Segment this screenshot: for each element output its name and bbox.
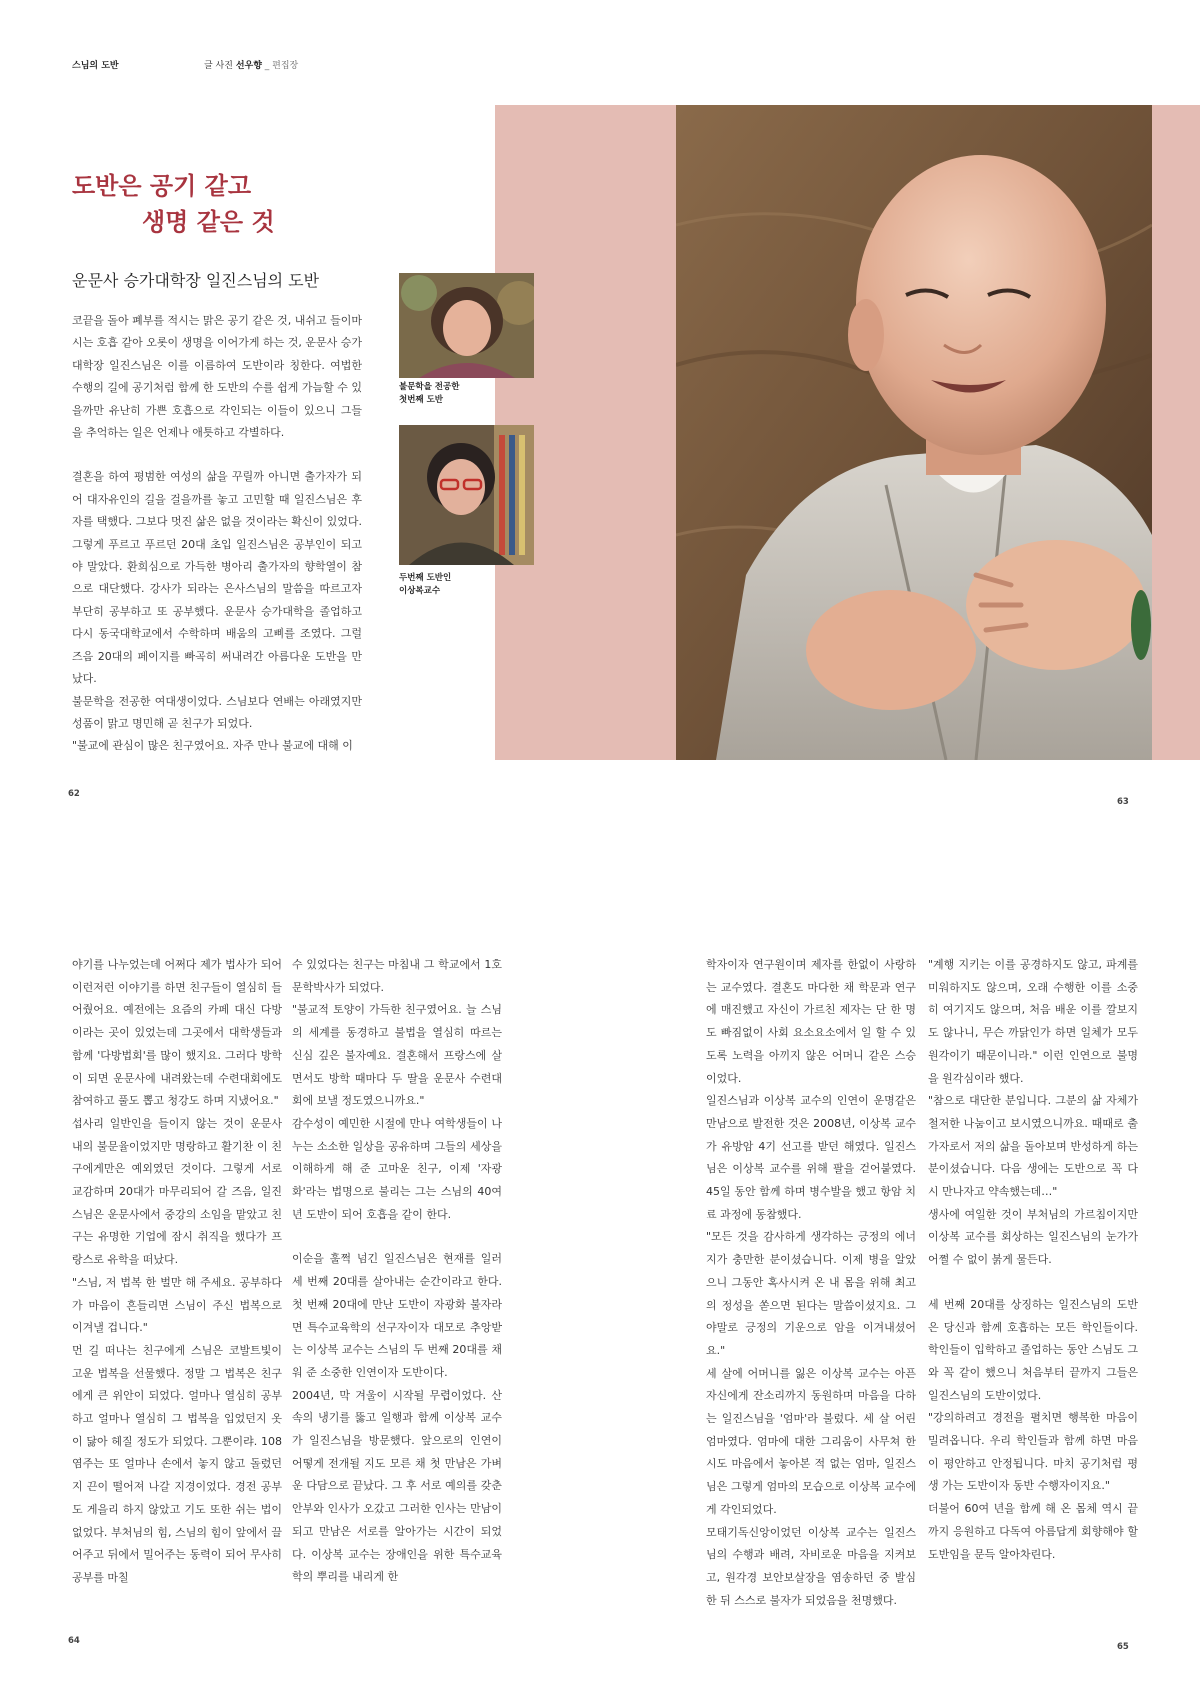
col2-paragraph: 감수성이 예민한 시절에 만나 여학생들이 나누는 소소한 일상을 공유하며 그들의 세상을 이해하게 해 준 고마운 친구, 이제 '자광화'라는 법명으로 불리는 그는 스님의 40여 년 도반이 되어 호흡을 같이 한다. <box>292 1116 502 1221</box>
intro-text <box>72 310 362 758</box>
section-label: 스님의 도반 <box>72 61 119 71</box>
caption-2-line-1: 두번째 도반인 <box>399 573 452 583</box>
page-number-63: 63 <box>1117 797 1129 807</box>
col4-paragraph: "참으로 대단한 분입니다. 그분의 삶 자체가 철저한 나눔이고 보시였으니까요. 때때로 출가자로서 저의 삶을 돌아보며 반성하게 하는 분이셨습니다. 다음 생에는 도반으로 꼭 다시 만나자고 약속했는데…" <box>928 1094 1138 1199</box>
caption-1-line-2: 첫번째 도반 <box>399 395 444 405</box>
page65-column-4 <box>928 954 1138 1566</box>
main-portrait-photo <box>676 105 1152 760</box>
article-title <box>72 168 275 240</box>
col4-paragraph: 생사에 여일한 것이 부처님의 가르침이지만 이상복 교수를 회상하는 일진스님의 눈가가 어쩔 수 없이 붉게 물든다. <box>928 1207 1138 1267</box>
col2-paragraph: 수 있었다는 친구는 마침내 그 학교에서 1호 문학박사가 되었다. <box>292 958 502 994</box>
title-line-1: 도반은 공기 같고 <box>72 172 251 200</box>
col4-paragraph: 더불어 60여 년을 함께 해 온 몸체 역시 끝까지 응원하고 다독여 아름답게 회향해야 할 도반임을 문득 알아차린다. <box>928 1502 1138 1561</box>
intro-paragraph-1: 코끝을 돌아 폐부를 적시는 맑은 공기 같은 것, 내쉬고 들이마시는 호흡 같아 오롯이 생명을 이어가게 하는 것, 운문사 승가대학장 일진스님은 이를 이름하여 도반이라 칭한다. 여법한 수행의 길에 공기처럼 함께 한 도반의 수를 쉽게 가늠할 수 있을까만 유난히 가쁜 호흡으로 각인되는 이들이 있으니 그들을 추억하는 일은 언제나 애틋하고 각별하다. <box>72 314 362 440</box>
col1-paragraph: "스님, 저 법복 한 벌만 해 주세요. 공부하다가 마음이 흔들리면 스님이 주신 법복으로 이겨낼 겁니다." <box>72 1275 282 1335</box>
col1-paragraph: 섭사리 일반인을 들이지 않는 것이 운문사 내의 불문율이었지만 명랑하고 활기찬 이 친구에게만은 예외였던 것이다. 그렇게 서로 교감하며 20대가 마무리되어 갈 즈음, 일진스님은 운문사에서 중강의 소임을 맡았고 친구는 유명한 기업에 잠시 취직을 했다가 프랑스로 유학을 떠났다. <box>72 1116 282 1267</box>
page-number-62: 62 <box>68 789 80 799</box>
article-subtitle: 운문사 승가대학장 일진스님의 도반 <box>72 271 320 290</box>
col4-paragraph: "강의하려고 경전을 펼치면 행복한 마음이 밀려옵니다. 우리 학인들과 함께 하면 마음이 평안하고 안정됩니다. 마치 공기처럼 평생 가는 도반이자 동반 수행자이지요." <box>928 1411 1138 1493</box>
col2-paragraph: 2004년, 막 겨울이 시작될 무렵이었다. 산속의 냉기를 뚫고 일행과 함께 이상복 교수가 일진스님을 방문했다. 앞으로의 인연이 어떻게 전개될 지도 모른 채 첫 만남은 가벼운 다담으로 끝났다. 그 후 서로 예의를 갖춘 안부와 인사가 오갔고 그러한 인사는 만남이 되고 만남은 서로를 알아가는 시간이 되었다. 이상복 교수는 장애인을 위한 특수교육학의 뿌리를 내리게 한 <box>292 1388 502 1584</box>
page64-column-1 <box>72 954 282 1590</box>
page65-column-3 <box>706 954 916 1612</box>
byline-role: _ 편집장 <box>264 61 299 71</box>
col1-paragraph: 야기를 나누었는데 어쩌다 제가 법사가 되어 이런저런 이야기를 하면 친구들이 열심히 들어줬어요. 예전에는 요즘의 카페 대신 다방이라는 곳이 있었는데 그곳에서 대학생들과 함께 '다방법회'를 많이 했지요. 그러다 방학이 되면 운문사에 내려왔는데 수련대회에도 참여하고 풀도 뽑고 청강도 하며 지냈어요." <box>72 958 282 1108</box>
page64-column-2 <box>292 954 502 1589</box>
caption-1-line-1: 불문학을 전공한 <box>399 382 460 392</box>
byline <box>204 58 298 71</box>
col1-paragraph: 먼 길 떠나는 친구에게 스님은 코발트빛이 고운 법복을 선물했다. 정말 그 법복은 친구에게 큰 위안이 되었다. 얼마나 열심히 공부하고 얼마나 열심히 그 법복을 입었던지 옷이 닳아 헤질 정도가 되었다. 그뿐이랴. 108염주는 또 얼마나 손에서 놓지 않고 돌렸던지 끈이 떨어져 나갈 지경이었다. 경전 공부도 게을리 하지 않았고 기도 또한 쉬는 법이 없었다. 부처님의 힘, 스님의 힘이 앞에서 끌어주고 뒤에서 밀어주는 동력이 되어 무사히 공부를 마칠 <box>72 1343 282 1584</box>
byline-name: 선우향 <box>235 61 262 71</box>
caption-2-line-2: 이상복교수 <box>399 586 441 596</box>
intro-paragraph-4: "불교에 관심이 많은 친구였어요. 자주 만나 불교에 대해 이 <box>72 739 353 753</box>
col3-paragraph: 학자이자 연구원이며 제자를 한없이 사랑하는 교수였다. 결혼도 마다한 채 학문과 연구에 매진했고 자신이 가르친 제자는 단 한 명도 빠짐없이 사회 요소요소에서 일 할 수 있도록 노력을 아끼지 않은 어머니 같은 스승이었다. <box>706 958 916 1085</box>
second-friend-caption <box>399 572 534 598</box>
second-friend-photo <box>399 425 534 565</box>
col3-paragraph: 모태기독신앙이었던 이상복 교수는 일진스님의 수행과 배려, 자비로운 마음을 지켜보고, 원각경 보안보살장을 염송하던 중 발심한 뒤 스스로 불자가 되었음을 천명했다. <box>706 1525 916 1607</box>
intro-paragraph-3: 불문학을 전공한 여대생이었다. 스님보다 연배는 아래였지만 성품이 맑고 명민해 곧 친구가 되었다. <box>72 694 362 730</box>
page-number-65: 65 <box>1117 1642 1129 1652</box>
title-line-2: 생명 같은 것 <box>142 208 275 236</box>
col4-paragraph: "계행 지키는 이를 공경하지도 않고, 파계를 미워하지도 않으며, 오래 수행한 이를 소중히 여기지도 않으며, 처음 배운 이를 깔보지도 않나니, 무슨 까닭인가 하면 일체가 모두 원각이기 때문이니라." 이런 인연으로 불명을 원각심이라 했다. <box>928 958 1138 1085</box>
byline-prefix: 글 사진 <box>204 61 233 71</box>
col4-paragraph: 세 번째 20대를 상징하는 일진스님의 도반은 당신과 함께 호흡하는 모든 학인들이다. 학인들이 입학하고 졸업하는 동안 스님도 그와 꼭 같이 했으니 처음부터 끝까지 그들은 일진스님의 도반이었다. <box>928 1297 1138 1402</box>
first-friend-photo <box>399 273 534 378</box>
intro-paragraph-2: 결혼을 하여 평범한 여성의 삶을 꾸릴까 아니면 출가자가 되어 대자유인의 길을 걸을까를 놓고 고민할 때 일진스님은 후자를 택했다. 그보다 멋진 삶은 없을 것이라는 확신이 있었다. 그렇게 푸르고 푸르던 20대 초입 일진스님은 공부인이 되고야 말았다. 환희심으로 가득한 병아리 출가자의 향학열이 참으로 대단했다. 강사가 되라는 은사스님의 말씀을 따르고자 부단히 공부하고 또 공부했다. 운문사 승가대학을 졸업하고 다시 동국대학교에서 수학하며 배움의 고삐를 조였다. 그럴 즈음 20대의 페이지를 빠곡히 써내려간 아름다운 도반을 만났다. <box>72 470 362 686</box>
page-number-64: 64 <box>68 1636 80 1646</box>
col3-paragraph: 세 살에 어머니를 잃은 이상복 교수는 아픈 자신에게 잔소리까지 동원하며 마음을 다하는 일진스님을 '엄마'라 불렀다. 세 살 어린 엄마였다. 엄마에 대한 그리움이 사무쳐 한시도 마음에서 놓아본 적 없는 엄마, 일진스님은 그렇게 엄마의 모습으로 이상복 교수에게 각인되었다. <box>706 1366 916 1516</box>
col2-paragraph: "불교적 토양이 가득한 친구였어요. 늘 스님의 세계를 동경하고 불법을 열심히 따르는 신심 깊은 불자예요. 결혼해서 프랑스에 살면서도 방학 때마다 두 딸을 운문사 수련대회에 보낼 정도였으니까요." <box>292 1003 502 1108</box>
col2-paragraph: 이순을 훌쩍 넘긴 일진스님은 현재를 일러 세 번째 20대를 살아내는 순간이라고 한다. 첫 번째 20대에 만난 도반이 자광화 불자라면 특수교육학의 선구자이자 대모로 추앙받는 이상복 교수는 스님의 두 번째 20대를 채워 준 소중한 인연이자 도반이다. <box>292 1252 502 1379</box>
col3-paragraph: "모든 것을 감사하게 생각하는 긍정의 에너지가 충만한 분이셨습니다. 이제 병을 알았으니 그동안 혹사시켜 온 내 몸을 위해 최고의 정성을 쏟으면 된다는 말씀이셨지요. 그야말로 긍정의 기운으로 암을 이겨내셨어요." <box>706 1230 916 1357</box>
col3-paragraph: 일진스님과 이상복 교수의 인연이 운명같은 만남으로 발전한 것은 2008년, 이상복 교수가 유방암 4기 선고를 받던 해였다. 일진스님은 이상복 교수를 위해 팔을 걷어붙였다. 45일 동안 함께 하며 병수발을 했고 항암 치료 과정에 동참했다. <box>706 1094 916 1221</box>
first-friend-caption <box>399 381 534 407</box>
